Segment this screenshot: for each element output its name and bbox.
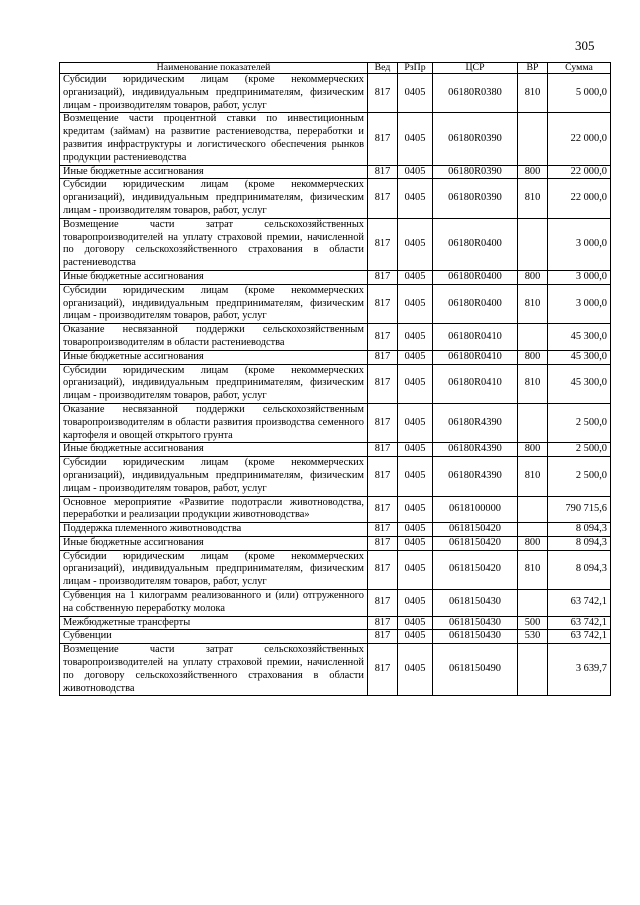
cell-name: Субсидии юридическим лицам (кроме некоммерческих организаций), индивидуальным предпринимателям, физическим лицам - производителям товаров, работ, услуг bbox=[60, 364, 368, 403]
cell-name: Иные бюджетные ассигнования bbox=[60, 443, 368, 457]
cell-sum: 790 715,6 bbox=[548, 496, 611, 523]
cell-sum: 3 000,0 bbox=[548, 218, 611, 270]
cell-name: Иные бюджетные ассигнования bbox=[60, 270, 368, 284]
cell-sum: 22 000,0 bbox=[548, 113, 611, 165]
table-row bbox=[60, 270, 611, 284]
table-row bbox=[60, 616, 611, 630]
cell-sum: 22 000,0 bbox=[548, 179, 611, 218]
cell-ved: 817 bbox=[368, 590, 398, 617]
cell-ved: 817 bbox=[368, 113, 398, 165]
cell-name: Оказание несвязанной поддержки сельскохозяйственным товаропроизводителям в области растениеводства bbox=[60, 324, 368, 351]
cell-csr: 06180R0410 bbox=[433, 324, 518, 351]
cell-csr: 06180R0400 bbox=[433, 270, 518, 284]
cell-sum: 45 300,0 bbox=[548, 350, 611, 364]
cell-csr: 06180R0400 bbox=[433, 218, 518, 270]
cell-vr: 810 bbox=[518, 284, 548, 323]
table-row bbox=[60, 364, 611, 403]
cell-rzpr: 0405 bbox=[398, 536, 433, 550]
cell-csr: 06180R0400 bbox=[433, 284, 518, 323]
cell-vr bbox=[518, 113, 548, 165]
cell-vr: 810 bbox=[518, 550, 548, 589]
cell-sum: 63 742,1 bbox=[548, 590, 611, 617]
cell-ved: 817 bbox=[368, 364, 398, 403]
cell-rzpr: 0405 bbox=[398, 496, 433, 523]
table-body bbox=[60, 74, 611, 696]
cell-vr: 800 bbox=[518, 165, 548, 179]
cell-ved: 817 bbox=[368, 284, 398, 323]
cell-sum: 2 500,0 bbox=[548, 443, 611, 457]
cell-rzpr: 0405 bbox=[398, 630, 433, 644]
cell-sum: 8 094,3 bbox=[548, 550, 611, 589]
table-row bbox=[60, 457, 611, 496]
cell-vr bbox=[518, 523, 548, 537]
cell-name: Возмещение части затрат сельскохозяйственных товаропроизводителей на уплату страховой премии, начисленной по договору сельскохозяйственного страхования в области животноводства bbox=[60, 644, 368, 696]
cell-rzpr: 0405 bbox=[398, 443, 433, 457]
cell-csr: 0618150430 bbox=[433, 590, 518, 617]
cell-name: Субсидии юридическим лицам (кроме некоммерческих организаций), индивидуальным предпринимателям, физическим лицам - производителям товаров, работ, услуг bbox=[60, 74, 368, 113]
cell-name: Субсидии юридическим лицам (кроме некоммерческих организаций), индивидуальным предпринимателям, физическим лицам - производителям товаров, работ, услуг bbox=[60, 179, 368, 218]
cell-csr: 06180R0390 bbox=[433, 165, 518, 179]
table-row bbox=[60, 74, 611, 113]
cell-rzpr: 0405 bbox=[398, 270, 433, 284]
table-row bbox=[60, 165, 611, 179]
cell-sum: 45 300,0 bbox=[548, 324, 611, 351]
table-row bbox=[60, 350, 611, 364]
cell-csr: 06180R0410 bbox=[433, 350, 518, 364]
cell-vr bbox=[518, 324, 548, 351]
cell-ved: 817 bbox=[368, 403, 398, 442]
cell-vr: 800 bbox=[518, 270, 548, 284]
cell-sum: 3 639,7 bbox=[548, 644, 611, 696]
cell-csr: 06180R0380 bbox=[433, 74, 518, 113]
table-row bbox=[60, 179, 611, 218]
cell-rzpr: 0405 bbox=[398, 523, 433, 537]
cell-ved: 817 bbox=[368, 496, 398, 523]
cell-vr bbox=[518, 496, 548, 523]
cell-rzpr: 0405 bbox=[398, 403, 433, 442]
cell-rzpr: 0405 bbox=[398, 218, 433, 270]
cell-vr: 800 bbox=[518, 350, 548, 364]
cell-ved: 817 bbox=[368, 616, 398, 630]
cell-sum: 8 094,3 bbox=[548, 523, 611, 537]
cell-sum: 2 500,0 bbox=[548, 457, 611, 496]
cell-csr: 06180R0390 bbox=[433, 113, 518, 165]
cell-name: Субсидии юридическим лицам (кроме некоммерческих организаций), индивидуальным предпринимателям, физическим лицам - производителям товаров, работ, услуг bbox=[60, 550, 368, 589]
cell-vr: 810 bbox=[518, 364, 548, 403]
cell-vr: 810 bbox=[518, 457, 548, 496]
cell-ved: 817 bbox=[368, 218, 398, 270]
cell-rzpr: 0405 bbox=[398, 74, 433, 113]
table-row bbox=[60, 403, 611, 442]
cell-csr: 06180R4390 bbox=[433, 457, 518, 496]
cell-ved: 817 bbox=[368, 165, 398, 179]
cell-sum: 8 094,3 bbox=[548, 536, 611, 550]
cell-ved: 817 bbox=[368, 644, 398, 696]
cell-sum: 5 000,0 bbox=[548, 74, 611, 113]
cell-ved: 817 bbox=[368, 179, 398, 218]
cell-rzpr: 0405 bbox=[398, 284, 433, 323]
cell-name: Возмещение части затрат сельскохозяйственных товаропроизводителей на уплату страховой премии, начисленной по договору сельскохозяйственного страхования в области растениеводства bbox=[60, 218, 368, 270]
cell-sum: 45 300,0 bbox=[548, 364, 611, 403]
cell-rzpr: 0405 bbox=[398, 364, 433, 403]
cell-name: Поддержка племенного животноводства bbox=[60, 523, 368, 537]
cell-rzpr: 0405 bbox=[398, 550, 433, 589]
cell-sum: 3 000,0 bbox=[548, 270, 611, 284]
table-row bbox=[60, 590, 611, 617]
table-header-row bbox=[60, 63, 611, 74]
cell-ved: 817 bbox=[368, 74, 398, 113]
cell-ved: 817 bbox=[368, 630, 398, 644]
cell-name: Основное мероприятие «Развитие подотрасли животноводства, переработки и реализации продукции животноводства» bbox=[60, 496, 368, 523]
cell-ved: 817 bbox=[368, 457, 398, 496]
table-row bbox=[60, 113, 611, 165]
cell-vr: 500 bbox=[518, 616, 548, 630]
cell-ved: 817 bbox=[368, 536, 398, 550]
header-csr: ЦСР bbox=[433, 63, 518, 74]
cell-csr: 06180R0410 bbox=[433, 364, 518, 403]
cell-name: Субсидии юридическим лицам (кроме некоммерческих организаций), индивидуальным предпринимателям, физическим лицам - производителям товаров, работ, услуг bbox=[60, 284, 368, 323]
cell-csr: 06180R4390 bbox=[433, 443, 518, 457]
table-row bbox=[60, 630, 611, 644]
table-row bbox=[60, 496, 611, 523]
table-row bbox=[60, 324, 611, 351]
cell-ved: 817 bbox=[368, 324, 398, 351]
header-vr: ВР bbox=[518, 63, 548, 74]
cell-name: Субвенции bbox=[60, 630, 368, 644]
cell-vr bbox=[518, 590, 548, 617]
cell-vr: 800 bbox=[518, 536, 548, 550]
cell-vr bbox=[518, 403, 548, 442]
cell-csr: 0618100000 bbox=[433, 496, 518, 523]
table-row bbox=[60, 523, 611, 537]
cell-sum: 63 742,1 bbox=[548, 616, 611, 630]
cell-name: Иные бюджетные ассигнования bbox=[60, 536, 368, 550]
cell-vr: 530 bbox=[518, 630, 548, 644]
header-sum: Сумма bbox=[548, 63, 611, 74]
cell-csr: 06180R4390 bbox=[433, 403, 518, 442]
cell-rzpr: 0405 bbox=[398, 457, 433, 496]
header-ved: Вед bbox=[368, 63, 398, 74]
table-row bbox=[60, 536, 611, 550]
cell-rzpr: 0405 bbox=[398, 350, 433, 364]
cell-vr: 810 bbox=[518, 179, 548, 218]
cell-sum: 22 000,0 bbox=[548, 165, 611, 179]
cell-rzpr: 0405 bbox=[398, 179, 433, 218]
cell-rzpr: 0405 bbox=[398, 590, 433, 617]
table-row bbox=[60, 644, 611, 696]
cell-name: Межбюджетные трансферты bbox=[60, 616, 368, 630]
cell-sum: 3 000,0 bbox=[548, 284, 611, 323]
cell-name: Иные бюджетные ассигнования bbox=[60, 165, 368, 179]
cell-csr: 0618150420 bbox=[433, 550, 518, 589]
budget-table bbox=[59, 62, 611, 696]
cell-csr: 06180R0390 bbox=[433, 179, 518, 218]
table-row bbox=[60, 443, 611, 457]
cell-rzpr: 0405 bbox=[398, 644, 433, 696]
cell-ved: 817 bbox=[368, 350, 398, 364]
header-name: Наименование показателей bbox=[60, 63, 368, 74]
cell-name: Субсидии юридическим лицам (кроме некоммерческих организаций), индивидуальным предпринимателям, физическим лицам - производителям товаров, работ, услуг bbox=[60, 457, 368, 496]
cell-rzpr: 0405 bbox=[398, 165, 433, 179]
header-rzpr: РзПр bbox=[398, 63, 433, 74]
cell-csr: 0618150420 bbox=[433, 523, 518, 537]
cell-name: Субвенция на 1 килограмм реализованного и (или) отгруженного на собственную переработку молока bbox=[60, 590, 368, 617]
cell-ved: 817 bbox=[368, 550, 398, 589]
cell-name: Оказание несвязанной поддержки сельскохозяйственным товаропроизводителям в области развития производства семенного картофеля и овощей открытого грунта bbox=[60, 403, 368, 442]
cell-name: Возмещение части процентной ставки по инвестиционным кредитам (займам) на развитие растениеводства, переработки и развития инфраструктуры и логистического обеспечения рынков продукции растениеводства bbox=[60, 113, 368, 165]
cell-csr: 0618150430 bbox=[433, 630, 518, 644]
cell-csr: 0618150430 bbox=[433, 616, 518, 630]
table-row bbox=[60, 284, 611, 323]
page-number: 305 bbox=[575, 38, 595, 53]
cell-ved: 817 bbox=[368, 443, 398, 457]
cell-vr bbox=[518, 644, 548, 696]
cell-vr bbox=[518, 218, 548, 270]
cell-sum: 2 500,0 bbox=[548, 403, 611, 442]
table-row bbox=[60, 550, 611, 589]
cell-rzpr: 0405 bbox=[398, 616, 433, 630]
cell-name: Иные бюджетные ассигнования bbox=[60, 350, 368, 364]
cell-csr: 0618150420 bbox=[433, 536, 518, 550]
cell-vr: 800 bbox=[518, 443, 548, 457]
cell-rzpr: 0405 bbox=[398, 113, 433, 165]
table-row bbox=[60, 218, 611, 270]
cell-rzpr: 0405 bbox=[398, 324, 433, 351]
cell-ved: 817 bbox=[368, 270, 398, 284]
cell-ved: 817 bbox=[368, 523, 398, 537]
cell-csr: 0618150490 bbox=[433, 644, 518, 696]
cell-vr: 810 bbox=[518, 74, 548, 113]
cell-sum: 63 742,1 bbox=[548, 630, 611, 644]
